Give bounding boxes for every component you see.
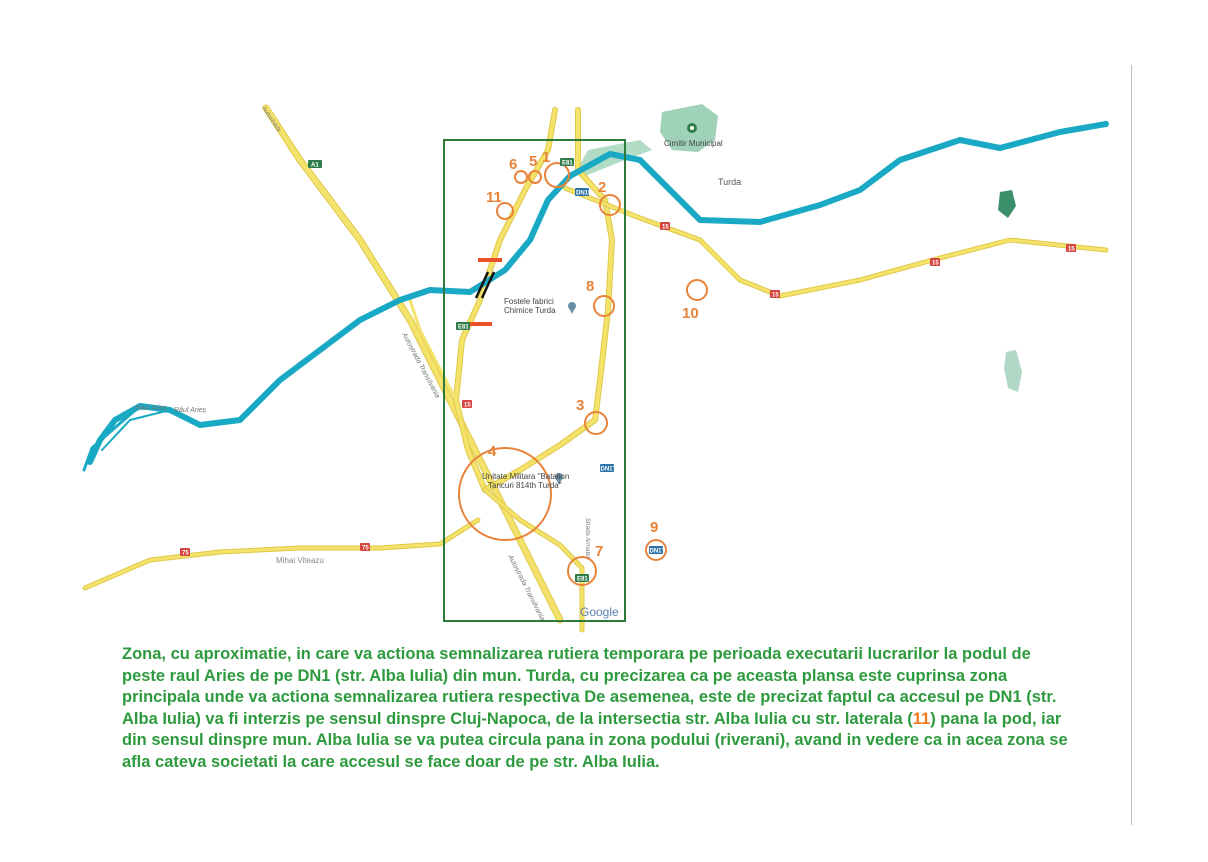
military-label-line2: Tancuri 814th Turda" <box>488 481 562 490</box>
motorway-label-south: Autostrada Transilvania <box>506 553 546 622</box>
svg-text:E81: E81 <box>458 324 469 331</box>
marker-label-10: 10 <box>682 305 699 322</box>
badge-15-red <box>462 400 472 409</box>
svg-text:75: 75 <box>182 550 189 557</box>
cemetery-pin-icon <box>687 123 697 133</box>
svg-text:15: 15 <box>662 224 669 231</box>
factory-pin-icon <box>568 302 576 314</box>
page-edge-line <box>1131 65 1132 825</box>
road-badges <box>180 158 1076 583</box>
marker-label-2: 2 <box>598 179 607 196</box>
marker-label-9: 9 <box>650 519 659 536</box>
cemetery-label: Cimitir Municipal <box>664 139 723 148</box>
description-highlight-11: 11 <box>912 709 931 728</box>
marker-label-3: 3 <box>576 397 585 414</box>
marker-label-7: 7 <box>595 543 604 560</box>
svg-text:DN1T: DN1T <box>649 548 666 555</box>
svg-text:75: 75 <box>362 545 369 552</box>
svg-text:15: 15 <box>772 292 779 299</box>
road-west-mihai-viteazu <box>85 520 478 588</box>
svg-text:15: 15 <box>932 260 939 267</box>
svg-text:E81: E81 <box>577 576 588 583</box>
marker-label-8: 8 <box>586 278 595 295</box>
badge-75-west <box>180 548 190 557</box>
motorway-label-north: Autostrada Transilvania <box>400 331 441 400</box>
svg-text:A1: A1 <box>311 162 319 169</box>
marker-circle-4 <box>459 448 551 540</box>
badge-e60-2 <box>770 290 780 299</box>
google-logo: Google <box>580 605 619 619</box>
military-label-line1: Unitate Militara "Batalion <box>482 472 570 481</box>
marker-label-6: 6 <box>509 156 518 173</box>
description-part2: ) pana la pod, iar din sensul dinspre mun. Alba Iulia se va putea circula pana in zona podului (riverani), avand in vedere ca in acea zona se afla cateva societati la care accesul se face doar de pe str. Alba Iulia. <box>122 709 1068 771</box>
marker-circle-10 <box>687 280 707 300</box>
badge-e60-4 <box>1066 244 1076 253</box>
marker-label-1: 1 <box>542 149 551 166</box>
marker-label-11: 11 <box>486 189 502 206</box>
river-label-west-1: Râul Arieș <box>135 405 168 412</box>
badge-e81-west <box>456 322 470 331</box>
river-label-west-2: Râul Arieș <box>174 407 207 414</box>
factory-label-line1: Fostele fabrici <box>504 297 554 306</box>
badge-e81-south <box>575 574 589 583</box>
badge-a1 <box>308 160 322 169</box>
park-area-southeast <box>1004 350 1022 392</box>
badge-75-mihai <box>360 543 370 552</box>
badge-e60-1 <box>660 222 670 231</box>
city-label-turda: Turda <box>718 177 742 187</box>
town-label-mihai-viteazu: Mihai Viteazu <box>276 556 324 565</box>
badge-dn1t-9 <box>649 546 666 555</box>
svg-text:15: 15 <box>1068 246 1075 253</box>
marker-label-5: 5 <box>529 153 538 170</box>
marker-circle-1 <box>545 163 569 187</box>
road-a1-motorway <box>266 108 560 620</box>
svg-text:DN1T: DN1T <box>600 466 617 473</box>
svg-text:E81: E81 <box>562 160 573 167</box>
factory-label-line2: Chimice Turda <box>504 306 556 315</box>
street-label-armatei: Strada Armatei <box>584 518 590 558</box>
marker-label-4: 4 <box>488 443 497 460</box>
description-text <box>122 644 1072 773</box>
description-part1: Zona, cu aproximatie, in care va actiona semnalizarea rutiera temporara pe perioada executarii lucrarilor la podul de peste raul Aries de pe DN1 (str. Alba Iulia) din mun. Turda, cu precizarea ca pe aceasta plansa este cuprinsa zona principala unde va actiona semnalizarea rutiera respectiva De asemenea, este de precizat faptul ca accesul pe DN1 (str. Alba Iulia) va fi interzis pe sensul dinspre Cluj-Napoca, de la intersectia str. Alba Iulia cu str. laterala ( <box>122 645 1057 728</box>
svg-text:15: 15 <box>464 402 471 409</box>
road-label-top-left: Autostrada <box>260 105 282 134</box>
svg-text:DN15: DN15 <box>576 190 592 197</box>
badge-dn1-river <box>575 188 592 197</box>
park-area-east <box>998 190 1016 218</box>
badge-e60-3 <box>930 258 940 267</box>
badge-dn1t <box>600 464 617 473</box>
badge-e81-north <box>560 158 574 167</box>
